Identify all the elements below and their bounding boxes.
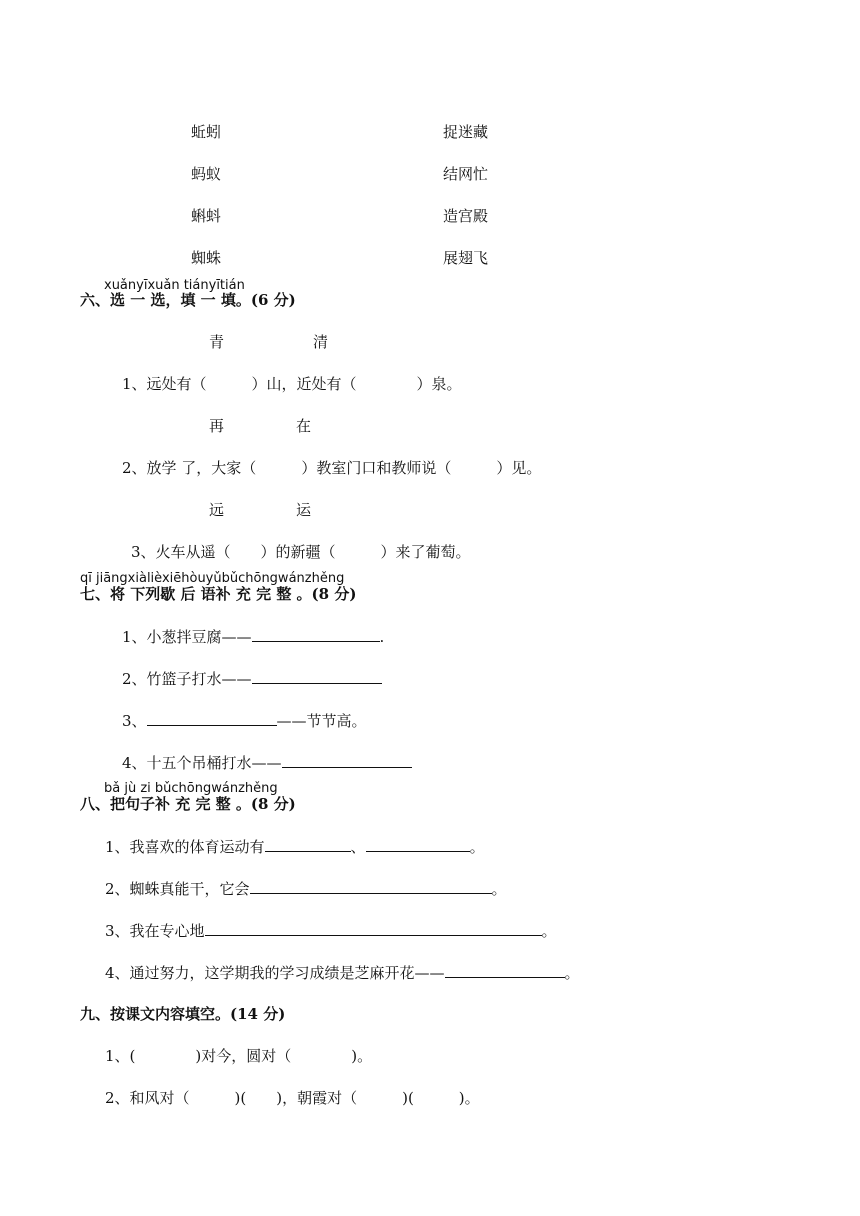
section8-q3-blank[interactable] [205, 921, 542, 936]
section8-q2-blank[interactable] [250, 879, 492, 894]
section7-q1-blank[interactable] [252, 627, 380, 642]
section8-q1-end: 。 [469, 838, 485, 856]
section7-q2 [122, 669, 382, 688]
section8-q3-end: 。 [541, 922, 557, 940]
section6-q1: 1、远处有（ ）山，近处有（ ）泉。 [122, 375, 462, 393]
section7-q1-end: . [379, 628, 385, 646]
section8-q2 [105, 879, 507, 898]
section7-q2-blank[interactable] [252, 669, 382, 684]
match-left-4: 蜘蛛 [191, 249, 222, 267]
section6-q2-choice-1: 再 [209, 417, 225, 435]
section7-q3-prefix: 3、 [122, 712, 147, 730]
section7-q1-text: 1、小葱拌豆腐—— [122, 628, 252, 646]
match-left-2: 蚂蚁 [191, 165, 222, 183]
section7-q3-text: ——节节高。 [276, 712, 367, 730]
section7-pinyin: qī jiāngxiàlièxiēhòuyǔbǔchōngwánzhěng [80, 571, 345, 586]
section8-q1-blank-1[interactable] [265, 837, 351, 852]
section8-q3-text: 3、我在专心地 [105, 922, 205, 940]
match-right-1: 捉迷藏 [443, 123, 489, 141]
section8-q1-text: 1、我喜欢的体育运动有 [105, 838, 265, 856]
section7-q3-blank[interactable] [147, 711, 277, 726]
section6-q3: 3、火车从遥（ ）的新疆（ ）来了葡萄。 [131, 543, 471, 561]
section8-q1-mid: 、 [350, 838, 366, 856]
section8-q4-end: 。 [564, 964, 580, 982]
section8-q1 [105, 837, 485, 856]
section6-q1-choice-2: 清 [313, 333, 329, 351]
section8-q3 [105, 921, 557, 940]
section9-q1: 1、( )对今，圆对（ )。 [105, 1047, 373, 1065]
section6-q2-choice-2: 在 [296, 417, 312, 435]
section8-q2-text: 2、蜘蛛真能干，它会 [105, 880, 250, 898]
section9-title: 九、按课文内容填空。(14 分) [80, 1005, 286, 1023]
section7-q3 [122, 711, 367, 730]
section8-title: 八、把句子补 充 完 整 。(8 分) [80, 795, 296, 813]
section7-q4-text: 4、十五个吊桶打水—— [122, 754, 282, 772]
section8-pinyin: bǎ jù zi bǔchōngwánzhěng [104, 781, 278, 796]
section8-q1-blank-2[interactable] [366, 837, 470, 852]
match-right-4: 展翅飞 [443, 249, 489, 267]
section6-q1-choice-1: 青 [209, 333, 225, 351]
match-right-2: 结网忙 [443, 165, 489, 183]
section6-q2: 2、放学 了，大家（ ）教室门口和教师说（ ）见。 [122, 459, 542, 477]
section9-q2: 2、和风对（ )( )，朝霞对（ )( )。 [105, 1089, 480, 1107]
section7-title: 七、将 下列歇 后 语补 充 完 整 。(8 分) [80, 585, 357, 603]
section6-q3-choice-1: 远 [209, 501, 225, 519]
section8-q4-text: 4、通过努力，这学期我的学习成绩是芝麻开花—— [105, 964, 445, 982]
match-right-3: 造宫殿 [443, 207, 489, 225]
section7-q4 [122, 753, 412, 772]
match-left-1: 蚯蚓 [191, 123, 222, 141]
section7-q4-blank[interactable] [282, 753, 412, 768]
section8-q4 [105, 963, 580, 982]
section6-q3-choice-2: 运 [296, 501, 312, 519]
section7-q1 [122, 627, 384, 646]
match-left-3: 蝌蚪 [191, 207, 222, 225]
section8-q4-blank[interactable] [445, 963, 565, 978]
section7-q2-text: 2、竹篮子打水—— [122, 670, 252, 688]
section8-q2-end: 。 [491, 880, 507, 898]
section6-pinyin: xuǎnyīxuǎn tiányītián [104, 278, 245, 293]
section6-title: 六、选 一 选，填 一 填。(6 分) [80, 291, 296, 309]
